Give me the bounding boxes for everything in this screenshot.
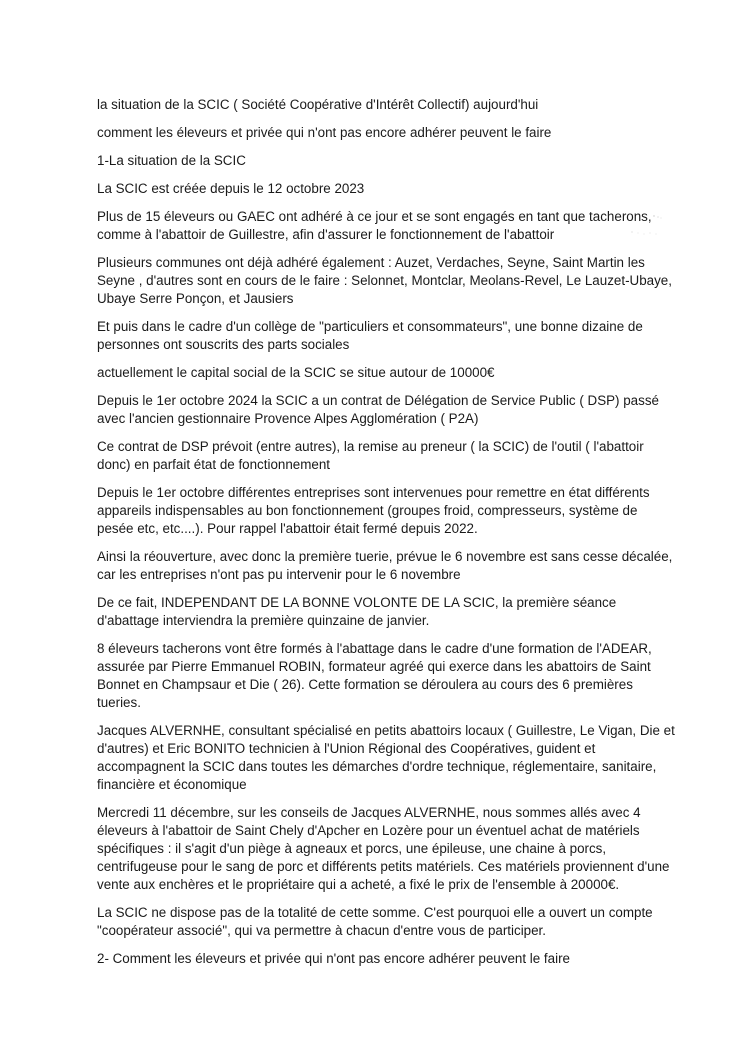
paragraph-particuliers: Et puis dans le cadre d'un collège de "particuliers et consommateurs", une bonne dizaine de personnes ont souscrits des parts sociales bbox=[97, 319, 643, 352]
paragraph-achat-materiels: Mercredi 11 décembre, sur les conseils de Jacques ALVERNHE, nous sommes allés avec 4 éleveurs à l'abattoir de Saint Chely d'Apcher en Lozère pour un éventuel achat de matériels spécifiques : il s'agit d'un piège à agneaux et porcs, une épileuse, une chaine à porcs, centrifugeuse pour le sang de porc et différents petits matériels. Ces matériels proviennent d'une vente aux enchères et le propriétaire qui a acheté, a fixé le prix de l'ensemble à 20000€. bbox=[97, 805, 670, 892]
paragraph-entreprises: Depuis le 1er octobre différentes entreprises sont intervenues pour remettre en état différents appareils indispensables au bon fonctionnement (groupes froid, compresseurs, système de pesée etc, etc....). Pour rappel l'abattoir était fermé depuis 2022. bbox=[97, 485, 650, 536]
paragraph-premiere-seance: De ce fait, INDEPENDANT DE LA BONNE VOLONTE DE LA SCIC, la première séance d'abattage interviendra la première quinzaine de janvier. bbox=[97, 595, 617, 628]
paragraph-dsp: Depuis le 1er octobre 2024 la SCIC a un contrat de Délégation de Service Public ( DSP) passé avec l'ancien gestionnaire Provence Alpes Agglomération ( P2A) bbox=[97, 393, 659, 426]
paragraph-creation-date: La SCIC est créée depuis le 12 octobre 2023 bbox=[97, 181, 365, 196]
paragraph-formation: 8 éleveurs tacherons vont être formés à l'abattage dans le cadre d'une formation de l'ADEAR, assurée par Pierre Emmanuel ROBIN, formateur agréé qui exerce dans les abattoirs de Saint Bonnet en Champsaur et Die ( 26). Cette formation se déroulera au cours des 6 premières tueries. bbox=[97, 641, 652, 710]
paragraph-eleveurs: Plus de 15 éleveurs ou GAEC ont adhéré à ce jour et se sont engagés en tant que tacherons, comme à l'abattoir de Guillestre, afin d'assurer le fonctionnement de l'abattoir bbox=[97, 209, 652, 242]
document-body bbox=[97, 96, 675, 978]
section-heading-2: 2- Comment les éleveurs et privée qui n'ont pas encore adhérer peuvent le faire bbox=[97, 951, 570, 966]
intro-line-situation: la situation de la SCIC ( Société Coopérative d'Intérêt Collectif) aujourd'hui bbox=[97, 97, 539, 112]
paragraph-compte-cooperateur: La SCIC ne dispose pas de la totalité de cette somme. C'est pourquoi elle a ouvert un compte "coopérateur associé", qui va permettre à chacun d'entre vous de participer. bbox=[97, 905, 653, 938]
intro-line-adhesion: comment les éleveurs et privée qui n'ont pas encore adhérer peuvent le faire bbox=[97, 125, 552, 140]
paragraph-reouverture: Ainsi la réouverture, avec donc la première tuerie, prévue le 6 novembre est sans cesse décalée, car les entreprises n'ont pas pu intervenir pour le 6 novembre bbox=[97, 549, 673, 582]
section-heading-1: 1-La situation de la SCIC bbox=[97, 153, 246, 168]
paragraph-contrat-dsp: Ce contrat de DSP prévoit (entre autres), la remise au preneur ( la SCIC) de l'outil ( l'abattoir donc) en parfait état de fonctionnement bbox=[97, 439, 644, 472]
paragraph-communes: Plusieurs communes ont déjà adhéré également : Auzet, Verdaches, Seyne, Saint Martin les Seyne , d'autres sont en cours de le faire : Selonnet, Montclar, Meolans-Revel, Le Lauzet-Ubaye, Ubaye Serre Ponçon, et Jausiers bbox=[97, 255, 672, 306]
paragraph-accompagnement: Jacques ALVERNHE, consultant spécialisé en petits abattoirs locaux ( Guillestre, Le Vigan, Die et d'autres) et Eric BONITO technicien à l'Union Régional des Coopératives, guident et accompagnent la SCIC dans toutes les démarches d'ordre technique, réglementaire, sanitaire, financière et économique bbox=[97, 723, 675, 792]
paragraph-capital: actuellement le capital social de la SCIC se situe autour de 10000€ bbox=[97, 365, 495, 380]
